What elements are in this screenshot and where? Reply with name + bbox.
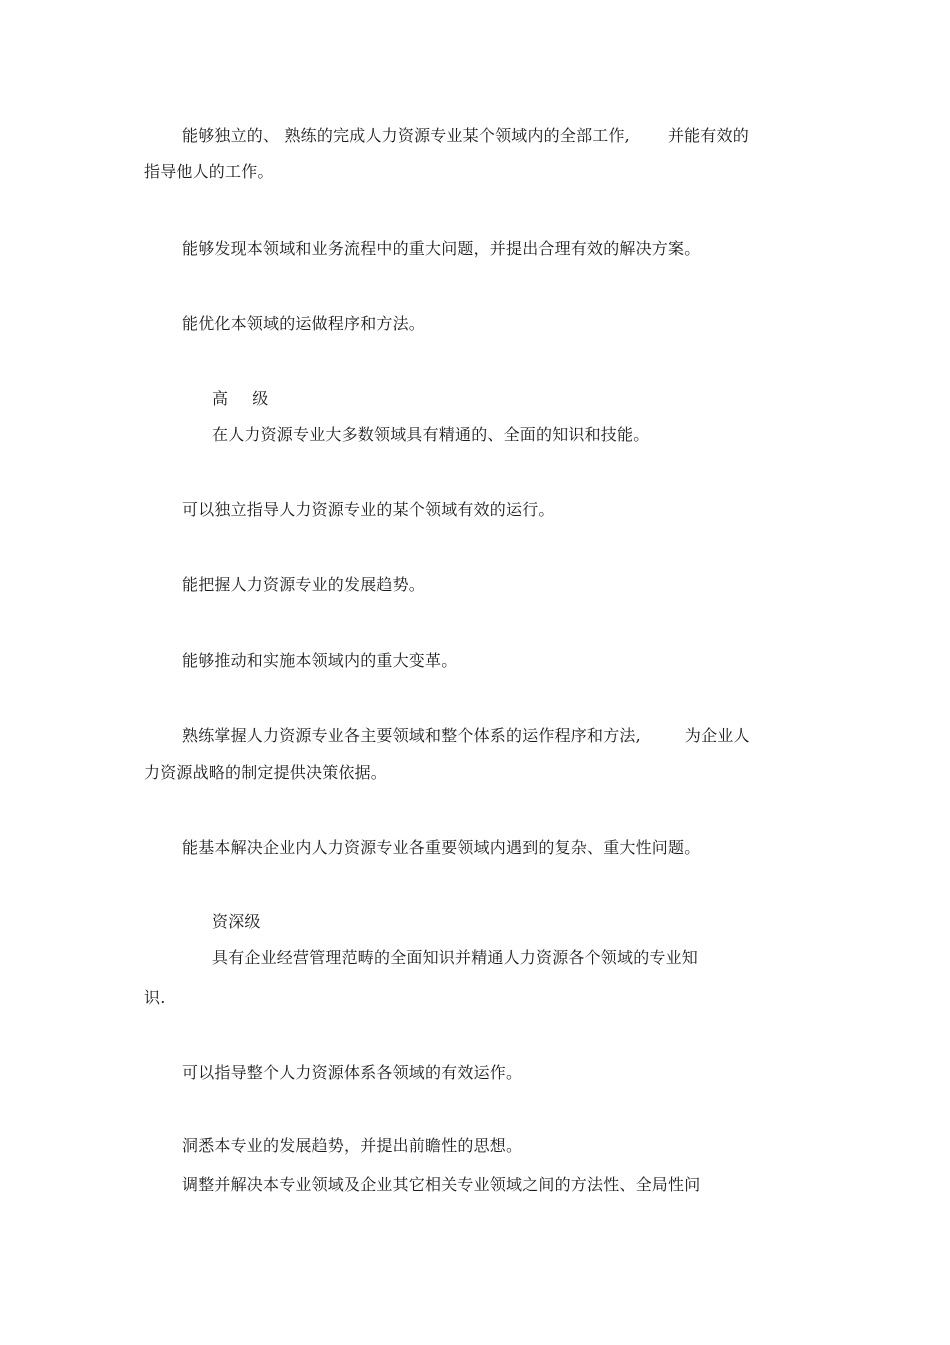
paragraph-2: 能够发现本领域和业务流程中的重大问题，并提出合理有效的解决方案。 — [182, 239, 701, 258]
paragraph-1-line-1 — [182, 126, 749, 146]
paragraph-8-text-b: 为企业人 — [684, 726, 750, 745]
paragraph-10-line-1: 具有企业经营管理范畴的全面知识并精通人力资源各个领域的专业知 — [212, 948, 699, 967]
heading-senior-char-2: 级 — [252, 389, 269, 408]
heading-senior — [212, 389, 268, 409]
paragraph-8-line-1 — [182, 726, 750, 746]
paragraph-4: 在人力资源专业大多数领域具有精通的、全面的知识和技能。 — [212, 425, 650, 444]
paragraph-1-text-a: 能够独立的、 熟练的完成人力资源专业某个领域内的全部工作, — [182, 126, 630, 145]
heading-expert: 资深级 — [212, 912, 261, 931]
paragraph-9: 能基本解决企业内人力资源专业各重要领域内遇到的复杂、重大性问题。 — [182, 838, 701, 857]
paragraph-3: 能优化本领域的运做程序和方法。 — [182, 314, 426, 333]
heading-senior-char-1: 高 — [212, 389, 229, 408]
paragraph-12: 洞悉本专业的发展趋势，并提出前瞻性的思想。 — [182, 1136, 523, 1155]
paragraph-10-line-2: 识. — [144, 988, 166, 1007]
paragraph-5: 可以独立指导人力资源专业的某个领域有效的运行。 — [182, 500, 555, 519]
paragraph-1-text-b: 并能有效的 — [667, 126, 749, 145]
paragraph-7: 能够推动和实施本领域内的重大变革。 — [182, 651, 458, 670]
paragraph-1-line-2: 指导他人的工作。 — [144, 162, 274, 181]
paragraph-6: 能把握人力资源专业的发展趋势。 — [182, 575, 426, 594]
paragraph-13: 调整并解决本专业领域及企业其它相关专业领域之间的方法性、全局性问 — [182, 1175, 701, 1194]
paragraph-8-line-2: 力资源战略的制定提供决策依据。 — [144, 763, 388, 782]
paragraph-11: 可以指导整个人力资源体系各领域的有效运作。 — [182, 1063, 523, 1082]
paragraph-8-text-a: 熟练掌握人力资源专业各主要领域和整个体系的运作程序和方法, — [182, 726, 641, 745]
